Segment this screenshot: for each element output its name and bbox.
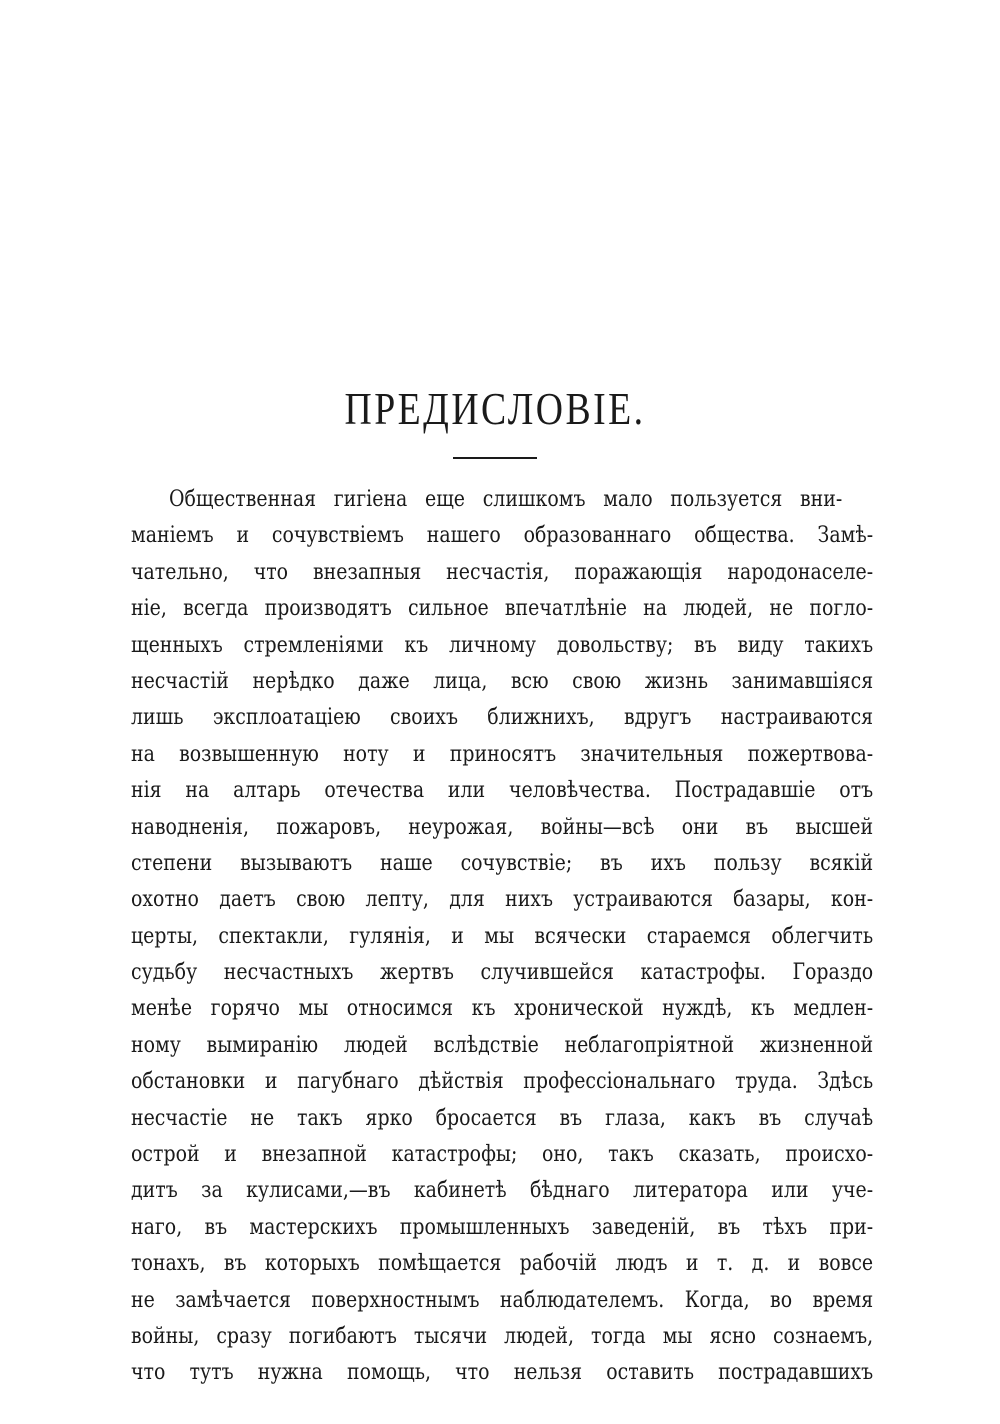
text-line: степени вызываютъ наше сочувствіе; въ ихъ пользу всякій bbox=[131, 850, 874, 876]
text-line: острой и внезапной катастрофы; оно, такъ сказать, происхо- bbox=[131, 1142, 874, 1168]
text-line: на возвышенную ноту и приносятъ значительныя пожертвова- bbox=[131, 741, 874, 767]
text-line: что тутъ нужна помощь, что нельзя оставить пострадавшихъ bbox=[131, 1360, 874, 1386]
text-line: наводненія, пожаровъ, неурожая, войны—всѣ они въ высшей bbox=[131, 814, 874, 840]
text-line: нія на алтарь отечества или человѣчества. Пострадавшіе отъ bbox=[131, 778, 874, 804]
text-line: менѣе горячо мы относимся къ хронической нуждѣ, къ медлен- bbox=[131, 996, 874, 1022]
text-line: войны, сразу погибаютъ тысячи людей, тогда мы ясно сознаемъ, bbox=[131, 1323, 874, 1349]
text-line: церты, спектакли, гулянія, и мы всячески стараемся облегчить bbox=[131, 923, 874, 949]
page-heading: ПРЕДИСЛОВІЕ. bbox=[344, 383, 646, 434]
text-line: охотно даетъ свою лепту, для нихъ устраиваются базары, кон- bbox=[131, 887, 874, 913]
text-line: чательно, что внезапныя несчастія, поражающія народонаселе- bbox=[131, 559, 874, 585]
text-line: дитъ за кулисами,—въ кабинетѣ бѣднаго литератора или уче- bbox=[131, 1178, 874, 1204]
text-line: ному вымиранію людей вслѣдствіе неблагопріятной жизненной bbox=[131, 1032, 874, 1058]
text-line: лишь эксплоатаціею своихъ ближнихъ, вдругъ настраиваются bbox=[131, 705, 874, 731]
text-line: тонахъ, въ которыхъ помѣщается рабочій людъ и т. д. и вовсе bbox=[131, 1251, 874, 1277]
text-line: несчастіе не такъ ярко бросается въ глаза, какъ въ случаѣ bbox=[131, 1105, 874, 1131]
body-text bbox=[131, 482, 873, 1392]
text-line: обстановки и пагубнаго дѣйствія профессіональнаго труда. Здѣсь bbox=[131, 1069, 874, 1095]
text-line: ніе, всегда производятъ сильное впечатлѣніе на людей, не погло- bbox=[131, 596, 874, 622]
text-line: щенныхъ стремленіями къ личному довольству; въ виду такихъ bbox=[131, 632, 874, 658]
text-line: не замѣчается поверхностнымъ наблюдателемъ. Когда, во время bbox=[131, 1287, 874, 1313]
text-line: несчастій нерѣдко даже лица, всю свою жизнь занимавшіяся bbox=[131, 668, 874, 694]
text-line: Общественная гигіена еще слишкомъ мало пользуется вни- bbox=[169, 487, 843, 512]
heading-divider bbox=[453, 457, 537, 459]
text-line: маніемъ и сочувствіемъ нашего образованнаго общества. Замѣ- bbox=[131, 523, 874, 549]
text-line: наго, въ мастерскихъ промышленныхъ заведеній, въ тѣхъ при- bbox=[131, 1214, 874, 1240]
text-line: судьбу несчастныхъ жертвъ случившейся катастрофы. Гораздо bbox=[131, 960, 874, 986]
